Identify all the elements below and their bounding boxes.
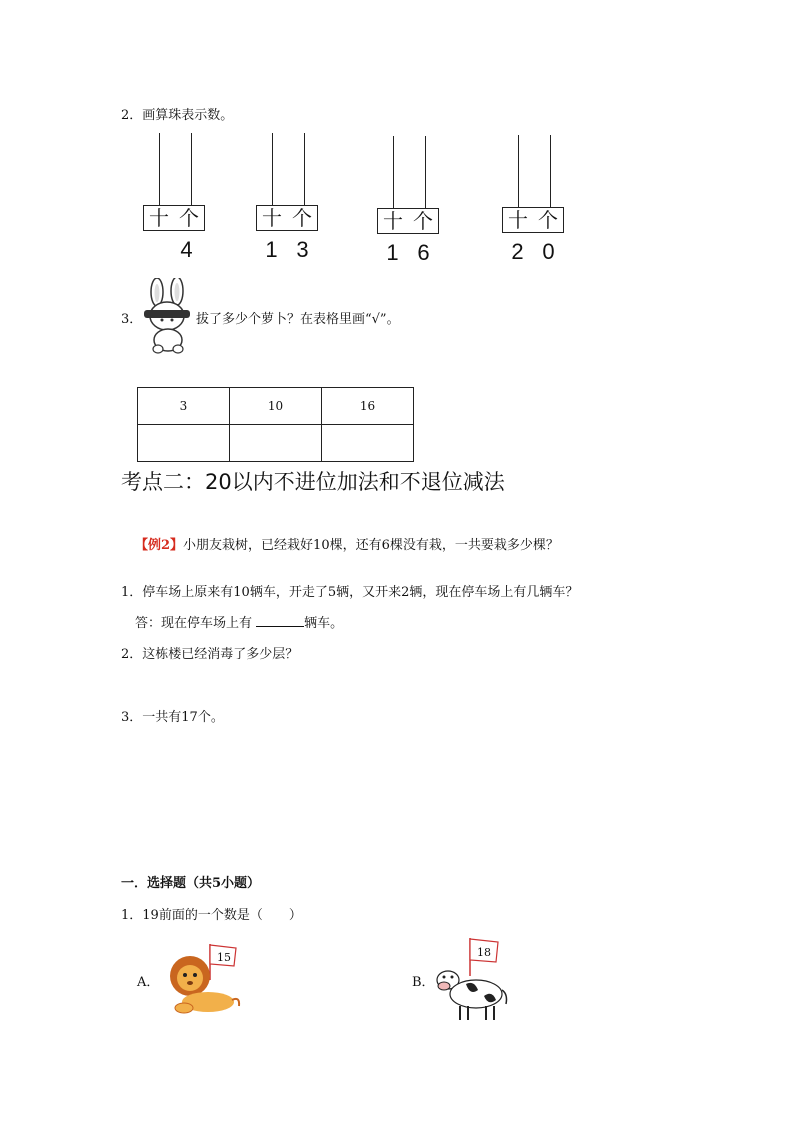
abacus-ones-label: 个 [413,209,433,233]
abacus-tens-label: 十 [508,208,528,232]
abacus-1 [143,133,207,265]
table-answer-cell[interactable] [230,425,322,462]
mc-question-1: 1．19前面的一个数是（ ） [121,908,302,923]
abacus-tens-label: 十 [262,206,282,230]
table-answer-cell[interactable] [138,425,230,462]
problem-2: 2．这栋楼已经消毒了多少层？ [121,647,299,662]
abacus-ones-label: 个 [179,206,199,230]
cow-flag-icon[interactable] [432,934,512,1024]
q3-number: 3． [121,312,143,327]
table-answer-cell[interactable] [322,425,414,462]
example-2 [135,534,559,553]
abacus-tens-digit: 1 [386,240,399,265]
abacus-ones-digit: 0 [542,239,555,264]
q2-title: 2．画算珠表示数。 [121,108,234,123]
example-text: 小朋友栽树，已经栽好10棵，还有6棵没有栽，一共要栽多少棵？ [183,538,559,553]
abacus-tens-digit: 1 [265,237,278,262]
rabbit-icon [140,278,198,354]
abacus-tens-label: 十 [149,206,169,230]
abacus-ones-digit: 6 [417,240,430,265]
option-a-label[interactable]: A． [137,975,160,990]
table-header-row [138,388,414,425]
table-header-cell: 3 [138,388,230,425]
abacus-tens-digit: 2 [511,239,524,264]
abacus-ones-label: 个 [538,208,558,232]
option-b-label[interactable]: B． [412,975,435,990]
answer-blank[interactable] [256,614,304,627]
table-header-cell: 10 [230,388,322,425]
answer-prefix: 答：现在停车场上有 [135,616,253,631]
carrot-count-table [137,387,414,462]
problem-3: 3．一共有17个。 [121,710,224,725]
abacus-ones-digit: 3 [296,237,309,262]
option-a-flag-number: 15 [217,951,231,964]
mc-section-title: 一．选择题（共5小题） [121,876,261,891]
example-tag: 【例2】 [135,538,184,553]
table-header-cell: 16 [322,388,414,425]
lion-flag-icon[interactable] [160,940,242,1016]
q3-text: 拔了多少个萝卜？在表格里画“√”。 [196,312,400,327]
problem-1: 1．停车场上原来有10辆车，开走了5辆，又开来2辆，现在停车场上有几辆车？ [121,585,579,600]
abacus-tens-label: 十 [383,209,403,233]
abacus-2 [256,133,320,265]
abacus-ones-digit: 4 [180,237,193,262]
table-answer-row [138,425,414,462]
problem-1-answer [135,612,343,631]
answer-suffix: 辆车。 [304,616,344,631]
section-heading: 考点二：20以内不进位加法和不退位减法 [121,470,505,494]
option-b-flag-number: 18 [477,946,491,959]
abacus-ones-label: 个 [292,206,312,230]
abacus-3 [377,136,441,268]
abacus-4 [502,135,566,267]
